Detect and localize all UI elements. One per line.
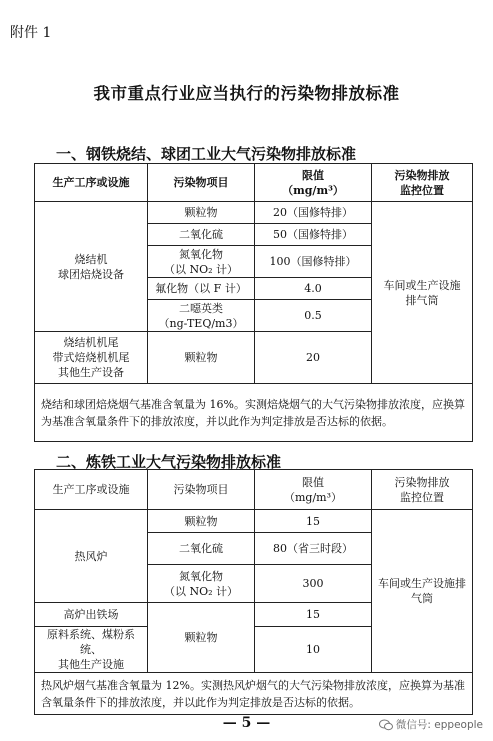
header-pollutant: 污染物项目 [148, 164, 255, 202]
monitor-location: 车间或生产设施排 气筒 [372, 510, 473, 673]
limit-cell: 10 [255, 627, 372, 673]
limit-cell: 20 [255, 332, 372, 384]
table-note-row [35, 673, 473, 715]
header-pollutant: 污染物项目 [148, 470, 255, 510]
pollutant-cell: 二噁英类 （ng-TEQ/m3） [148, 300, 255, 332]
pollutant-cell: 颗粒物 [148, 510, 255, 533]
pollutant-cell: 氮氧化物 （以 NO₂ 计） [148, 246, 255, 278]
attachment-label: 附件 1 [10, 25, 52, 41]
limit-cell: 50（国修特排） [255, 224, 372, 246]
monitor-location: 车间或生产设施 排气筒 [372, 202, 473, 384]
limit-cell: 15 [255, 603, 372, 627]
header-process: 生产工序或设施 [35, 470, 148, 510]
limit-cell: 80（省三时段） [255, 533, 372, 565]
page-number: — 5 — [222, 715, 271, 731]
limit-cell: 20（国修特排） [255, 202, 372, 224]
limit-cell: 300 [255, 565, 372, 603]
pollutant-cell: 氮氧化物 （以 NO₂ 计） [148, 565, 255, 603]
pollutant-cell: 二氧化硫 [148, 533, 255, 565]
header-monitor: 污染物排放 监控位置 [372, 164, 473, 202]
limit-cell: 15 [255, 510, 372, 533]
table-row [35, 510, 473, 533]
header-limit: 限值 （mg/m³） [255, 164, 372, 202]
table-row [35, 202, 473, 224]
table-note: 烧结和球团焙烧烟气基准含氧量为 16%。实测焙烧烟气的大气污染物排放浓度，应换算为基准含氧量条件下的排放浓度，并以此作为判定排放是否达标的依据。 [35, 384, 473, 442]
process-tail: 烧结机机尾 带式焙烧机机尾 其他生产设备 [35, 332, 148, 384]
process-hot-stove: 热风炉 [35, 510, 148, 603]
limit-cell: 4.0 [255, 278, 372, 300]
pollutant-cell: 氟化物（以 F 计） [148, 278, 255, 300]
pollutant-cell: 二氧化硫 [148, 224, 255, 246]
process-materials: 原料系统、煤粉系统、 其他生产设施 [35, 627, 148, 673]
pollutant-cell: 颗粒物 [148, 332, 255, 384]
pollutant-cell: 颗粒物 [148, 202, 255, 224]
table-note-row [35, 384, 473, 442]
table-header-row [35, 470, 473, 510]
section1-heading: 一、钢铁烧结、球团工业大气污染物排放标准 [56, 145, 357, 163]
wechat-icon [379, 719, 393, 731]
ironmaking-standards-table [34, 469, 473, 715]
process-taphole: 高炉出铁场 [35, 603, 148, 627]
header-process: 生产工序或设施 [35, 164, 148, 202]
table-header-row [35, 164, 473, 202]
section2-heading: 二、炼铁工业大气污染物排放标准 [56, 453, 282, 471]
header-limit: 限值 （mg/m³） [255, 470, 372, 510]
pollutant-cell: 颗粒物 [148, 603, 255, 673]
limit-cell: 100（国修特排） [255, 246, 372, 278]
table-note: 热风炉烟气基准含氧量为 12%。实测热风炉烟气的大气污染物排放浓度，应换算为基准含氧量条件下的排放浓度，并以此作为判定排放是否达标的依据。 [35, 673, 473, 715]
watermark [379, 717, 483, 732]
document-title: 我市重点行业应当执行的污染物排放标准 [93, 84, 400, 103]
watermark-text: 微信号: eppeople [395, 719, 483, 731]
sintering-standards-table [34, 163, 473, 442]
limit-cell: 0.5 [255, 300, 372, 332]
header-monitor: 污染物排放 监控位置 [372, 470, 473, 510]
process-sintering: 烧结机 球团焙烧设备 [35, 202, 148, 332]
